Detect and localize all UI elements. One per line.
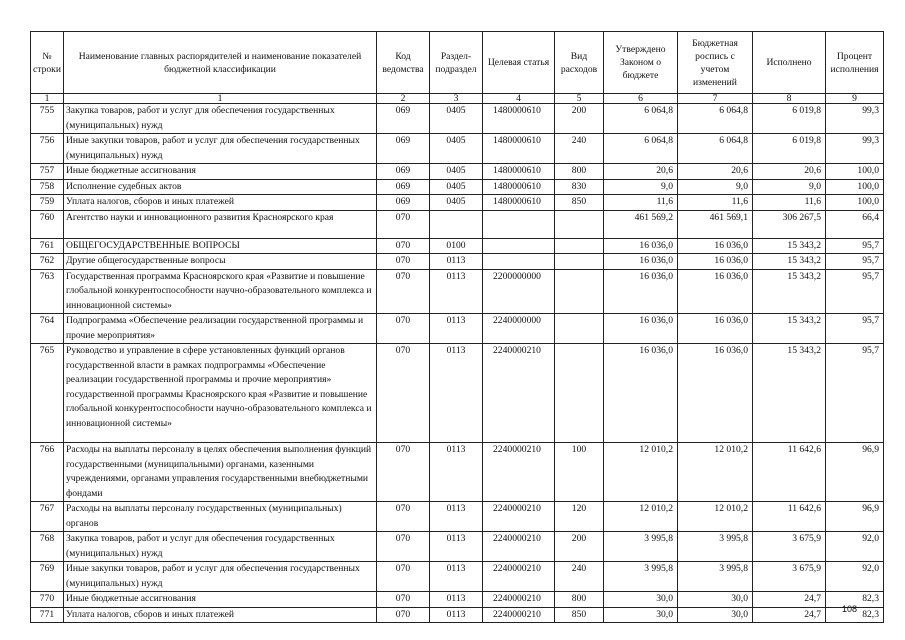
table-row: [31, 179, 884, 195]
column-number: 5: [555, 94, 604, 104]
row-approved: 9,0: [604, 179, 678, 195]
row-name: Иные закупки товаров, работ и услуг для обеспечения государственных (муниципальных) нужд: [64, 562, 377, 592]
row-name: Иные бюджетные ассигнования: [64, 592, 377, 608]
row-expense-type: 830: [555, 179, 604, 195]
row-section: 0405: [430, 179, 483, 195]
row-budget-list: 16 036,0: [678, 238, 753, 254]
row-target-article: 1480000610: [483, 179, 555, 195]
row-percent: 100,0: [826, 164, 884, 180]
row-approved: 12 010,2: [604, 443, 678, 502]
row-dept-code: 069: [377, 164, 430, 180]
header-name: Наименование главных распорядителей и наименование показателей бюджетной классификации: [64, 32, 377, 94]
row-section: [430, 210, 483, 238]
row-expense-type: 200: [555, 532, 604, 562]
row-name: Подпрограмма «Обеспечение реализации государственной программы и прочие мероприятия»: [64, 314, 377, 344]
row-approved: 6 064,8: [604, 134, 678, 164]
header-percent: Процент исполнения: [826, 32, 884, 94]
row-section: 0113: [430, 269, 483, 314]
row-executed: 6 019,8: [753, 104, 826, 134]
row-number: 768: [31, 532, 64, 562]
row-expense-type: 100: [555, 443, 604, 502]
row-dept-code: 069: [377, 104, 430, 134]
row-budget-list: 16 036,0: [678, 254, 753, 270]
row-percent: 82,3: [826, 607, 884, 623]
row-target-article: 2240000210: [483, 592, 555, 608]
row-budget-list: 20,6: [678, 164, 753, 180]
table-row: [31, 607, 884, 623]
row-section: 0113: [430, 314, 483, 344]
row-number: 766: [31, 443, 64, 502]
table-row: [31, 164, 884, 180]
row-dept-code: 070: [377, 210, 430, 238]
row-section: 0113: [430, 254, 483, 270]
row-target-article: 1480000610: [483, 134, 555, 164]
header-dept-code: Код ведомства: [377, 32, 430, 94]
row-number: 763: [31, 269, 64, 314]
row-approved: 16 036,0: [604, 344, 678, 443]
row-dept-code: 070: [377, 314, 430, 344]
row-number: 759: [31, 195, 64, 211]
header-section: Раздел-подраздел: [430, 32, 483, 94]
row-section: 0405: [430, 134, 483, 164]
row-target-article: 2240000210: [483, 502, 555, 532]
column-number: 7: [678, 94, 753, 104]
header-expense-type: Вид расходов: [555, 32, 604, 94]
row-expense-type: 850: [555, 607, 604, 623]
row-name: Закупка товаров, работ и услуг для обеспечения государственных (муниципальных) нужд: [64, 104, 377, 134]
row-expense-type: 240: [555, 562, 604, 592]
table-row: [31, 238, 884, 254]
row-target-article: 1480000610: [483, 164, 555, 180]
row-dept-code: 070: [377, 562, 430, 592]
row-expense-type: [555, 238, 604, 254]
row-number: 760: [31, 210, 64, 238]
row-budget-list: 12 010,2: [678, 502, 753, 532]
row-expense-type: 800: [555, 592, 604, 608]
row-budget-list: 6 064,8: [678, 104, 753, 134]
row-name: Расходы на выплаты персоналу государственных (муниципальных) органов: [64, 502, 377, 532]
row-executed: 6 019,8: [753, 134, 826, 164]
row-percent: 96,9: [826, 443, 884, 502]
budget-table: [30, 31, 884, 623]
table-row: [31, 314, 884, 344]
row-name: Закупка товаров, работ и услуг для обеспечения государственных (муниципальных) нужд: [64, 532, 377, 562]
row-name: Агентство науки и инновационного развития Красноярского края: [64, 210, 377, 238]
row-number: 762: [31, 254, 64, 270]
row-section: 0113: [430, 562, 483, 592]
row-section: 0405: [430, 164, 483, 180]
table-row: [31, 532, 884, 562]
row-budget-list: 30,0: [678, 607, 753, 623]
row-expense-type: 800: [555, 164, 604, 180]
row-budget-list: 6 064,8: [678, 134, 753, 164]
row-budget-list: 30,0: [678, 592, 753, 608]
row-expense-type: 240: [555, 134, 604, 164]
row-percent: 95,7: [826, 238, 884, 254]
table-row: [31, 269, 884, 314]
header-row-number: № строки: [31, 32, 64, 94]
table-row: [31, 210, 884, 238]
row-section: 0405: [430, 104, 483, 134]
row-expense-type: [555, 269, 604, 314]
row-percent: 82,3: [826, 592, 884, 608]
table-row: [31, 344, 884, 443]
row-percent: 100,0: [826, 195, 884, 211]
table-row: [31, 195, 884, 211]
table-row: [31, 443, 884, 502]
row-budget-list: 11,6: [678, 195, 753, 211]
row-approved: 16 036,0: [604, 269, 678, 314]
row-expense-type: 120: [555, 502, 604, 532]
row-number: 770: [31, 592, 64, 608]
row-name: Уплата налогов, сборов и иных платежей: [64, 607, 377, 623]
column-number: 4: [483, 94, 555, 104]
row-expense-type: [555, 344, 604, 443]
row-expense-type: [555, 254, 604, 270]
row-executed: 15 343,2: [753, 344, 826, 443]
row-dept-code: 070: [377, 592, 430, 608]
table-row: [31, 592, 884, 608]
row-name: Исполнение судебных актов: [64, 179, 377, 195]
row-section: 0405: [430, 195, 483, 211]
row-number: 756: [31, 134, 64, 164]
row-section: 0113: [430, 607, 483, 623]
row-dept-code: 069: [377, 195, 430, 211]
row-number: 769: [31, 562, 64, 592]
row-target-article: 2240000210: [483, 532, 555, 562]
row-dept-code: 070: [377, 254, 430, 270]
row-expense-type: [555, 210, 604, 238]
row-name: Руководство и управление в сфере установленных функций органов государственной власти в рамках подпрограммы «Обеспечение реализации государственной программы и прочие мероприятия» государственной программы Красноярского края «Развитие и повышение глобальной конкурентоспособности научно-образовательного комплекса и инновационной системы»: [64, 344, 377, 443]
row-target-article: 1480000610: [483, 104, 555, 134]
row-target-article: 2240000210: [483, 443, 555, 502]
row-number: 771: [31, 607, 64, 623]
row-number: 764: [31, 314, 64, 344]
row-budget-list: 16 036,0: [678, 269, 753, 314]
row-executed: 15 343,2: [753, 269, 826, 314]
row-executed: 15 343,2: [753, 254, 826, 270]
row-percent: 66,4: [826, 210, 884, 238]
row-approved: 30,0: [604, 592, 678, 608]
row-percent: 95,7: [826, 344, 884, 443]
row-percent: 95,7: [826, 314, 884, 344]
row-section: 0113: [430, 502, 483, 532]
header-target-article: Целевая статья: [483, 32, 555, 94]
row-approved: 3 995,8: [604, 532, 678, 562]
row-approved: 30,0: [604, 607, 678, 623]
row-expense-type: 200: [555, 104, 604, 134]
column-number: 1: [31, 94, 64, 104]
row-approved: 12 010,2: [604, 502, 678, 532]
row-number: 757: [31, 164, 64, 180]
row-percent: 99,3: [826, 104, 884, 134]
row-approved: 6 064,8: [604, 104, 678, 134]
row-executed: 3 675,9: [753, 562, 826, 592]
row-expense-type: [555, 314, 604, 344]
row-executed: 3 675,9: [753, 532, 826, 562]
row-executed: 20,6: [753, 164, 826, 180]
row-budget-list: 16 036,0: [678, 314, 753, 344]
row-name: Государственная программа Красноярского края «Развитие и повышение глобальной конкурентоспособности научно-образовательного комплекса и инновационной системы»: [64, 269, 377, 314]
row-section: 0113: [430, 592, 483, 608]
row-name: ОБЩЕГОСУДАРСТВЕННЫЕ ВОПРОСЫ: [64, 238, 377, 254]
table-row: [31, 562, 884, 592]
column-number: 2: [377, 94, 430, 104]
row-budget-list: 3 995,8: [678, 562, 753, 592]
row-number: 755: [31, 104, 64, 134]
row-name: Расходы на выплаты персоналу в целях обеспечения выполнения функций государственными (муниципальными) органами, казенными учреждениями, органами управления государственными внебюджетными фондами: [64, 443, 377, 502]
row-dept-code: 069: [377, 179, 430, 195]
header-executed: Исполнено: [753, 32, 826, 94]
column-number: 8: [753, 94, 826, 104]
row-dept-code: 070: [377, 344, 430, 443]
row-approved: 16 036,0: [604, 314, 678, 344]
row-percent: 95,7: [826, 269, 884, 314]
column-number-row: [31, 94, 884, 104]
row-target-article: [483, 238, 555, 254]
row-budget-list: 3 995,8: [678, 532, 753, 562]
column-number: 3: [430, 94, 483, 104]
row-target-article: 2240000210: [483, 562, 555, 592]
row-number: 758: [31, 179, 64, 195]
column-number: 6: [604, 94, 678, 104]
row-dept-code: 070: [377, 607, 430, 623]
row-number: 767: [31, 502, 64, 532]
row-executed: 306 267,5: [753, 210, 826, 238]
table-row: [31, 502, 884, 532]
row-approved: 16 036,0: [604, 238, 678, 254]
row-target-article: [483, 210, 555, 238]
row-dept-code: 070: [377, 238, 430, 254]
row-section: 0100: [430, 238, 483, 254]
row-dept-code: 070: [377, 443, 430, 502]
header-approved: Утверждено Законом о бюджете: [604, 32, 678, 94]
row-dept-code: 069: [377, 134, 430, 164]
row-executed: 24,7: [753, 592, 826, 608]
row-target-article: 2240000210: [483, 344, 555, 443]
row-percent: 95,7: [826, 254, 884, 270]
table-row: [31, 254, 884, 270]
row-section: 0113: [430, 344, 483, 443]
row-executed: 9,0: [753, 179, 826, 195]
row-expense-type: 850: [555, 195, 604, 211]
row-name: Другие общегосударственные вопросы: [64, 254, 377, 270]
row-executed: 24,7: [753, 607, 826, 623]
row-target-article: 2240000210: [483, 607, 555, 623]
row-target-article: [483, 254, 555, 270]
page-number: 108: [841, 604, 857, 614]
row-target-article: 2200000000: [483, 269, 555, 314]
row-approved: 11,6: [604, 195, 678, 211]
row-section: 0113: [430, 532, 483, 562]
row-name: Иные закупки товаров, работ и услуг для обеспечения государственных (муниципальных) нужд: [64, 134, 377, 164]
row-executed: 11 642,6: [753, 502, 826, 532]
row-executed: 11 642,6: [753, 443, 826, 502]
row-target-article: 2240000000: [483, 314, 555, 344]
row-executed: 15 343,2: [753, 314, 826, 344]
row-name: Уплата налогов, сборов и иных платежей: [64, 195, 377, 211]
row-percent: 99,3: [826, 134, 884, 164]
table-row: [31, 104, 884, 134]
column-number: 9: [826, 94, 884, 104]
row-budget-list: 16 036,0: [678, 344, 753, 443]
row-percent: 100,0: [826, 179, 884, 195]
row-percent: 92,0: [826, 562, 884, 592]
row-dept-code: 070: [377, 502, 430, 532]
row-percent: 92,0: [826, 532, 884, 562]
row-approved: 461 569,2: [604, 210, 678, 238]
row-approved: 3 995,8: [604, 562, 678, 592]
table-header-row: [31, 32, 884, 94]
row-approved: 20,6: [604, 164, 678, 180]
row-target-article: 1480000610: [483, 195, 555, 211]
row-budget-list: 461 569,1: [678, 210, 753, 238]
row-budget-list: 9,0: [678, 179, 753, 195]
row-name: Иные бюджетные ассигнования: [64, 164, 377, 180]
row-dept-code: 070: [377, 269, 430, 314]
row-section: 0113: [430, 443, 483, 502]
header-budget-list: Бюджетная роспись с учетом изменений: [678, 32, 753, 94]
row-executed: 15 343,2: [753, 238, 826, 254]
row-dept-code: 070: [377, 532, 430, 562]
row-number: 761: [31, 238, 64, 254]
column-number: 1: [64, 94, 377, 104]
row-percent: 96,9: [826, 502, 884, 532]
row-budget-list: 12 010,2: [678, 443, 753, 502]
row-executed: 11,6: [753, 195, 826, 211]
row-approved: 16 036,0: [604, 254, 678, 270]
row-number: 765: [31, 344, 64, 443]
table-row: [31, 134, 884, 164]
